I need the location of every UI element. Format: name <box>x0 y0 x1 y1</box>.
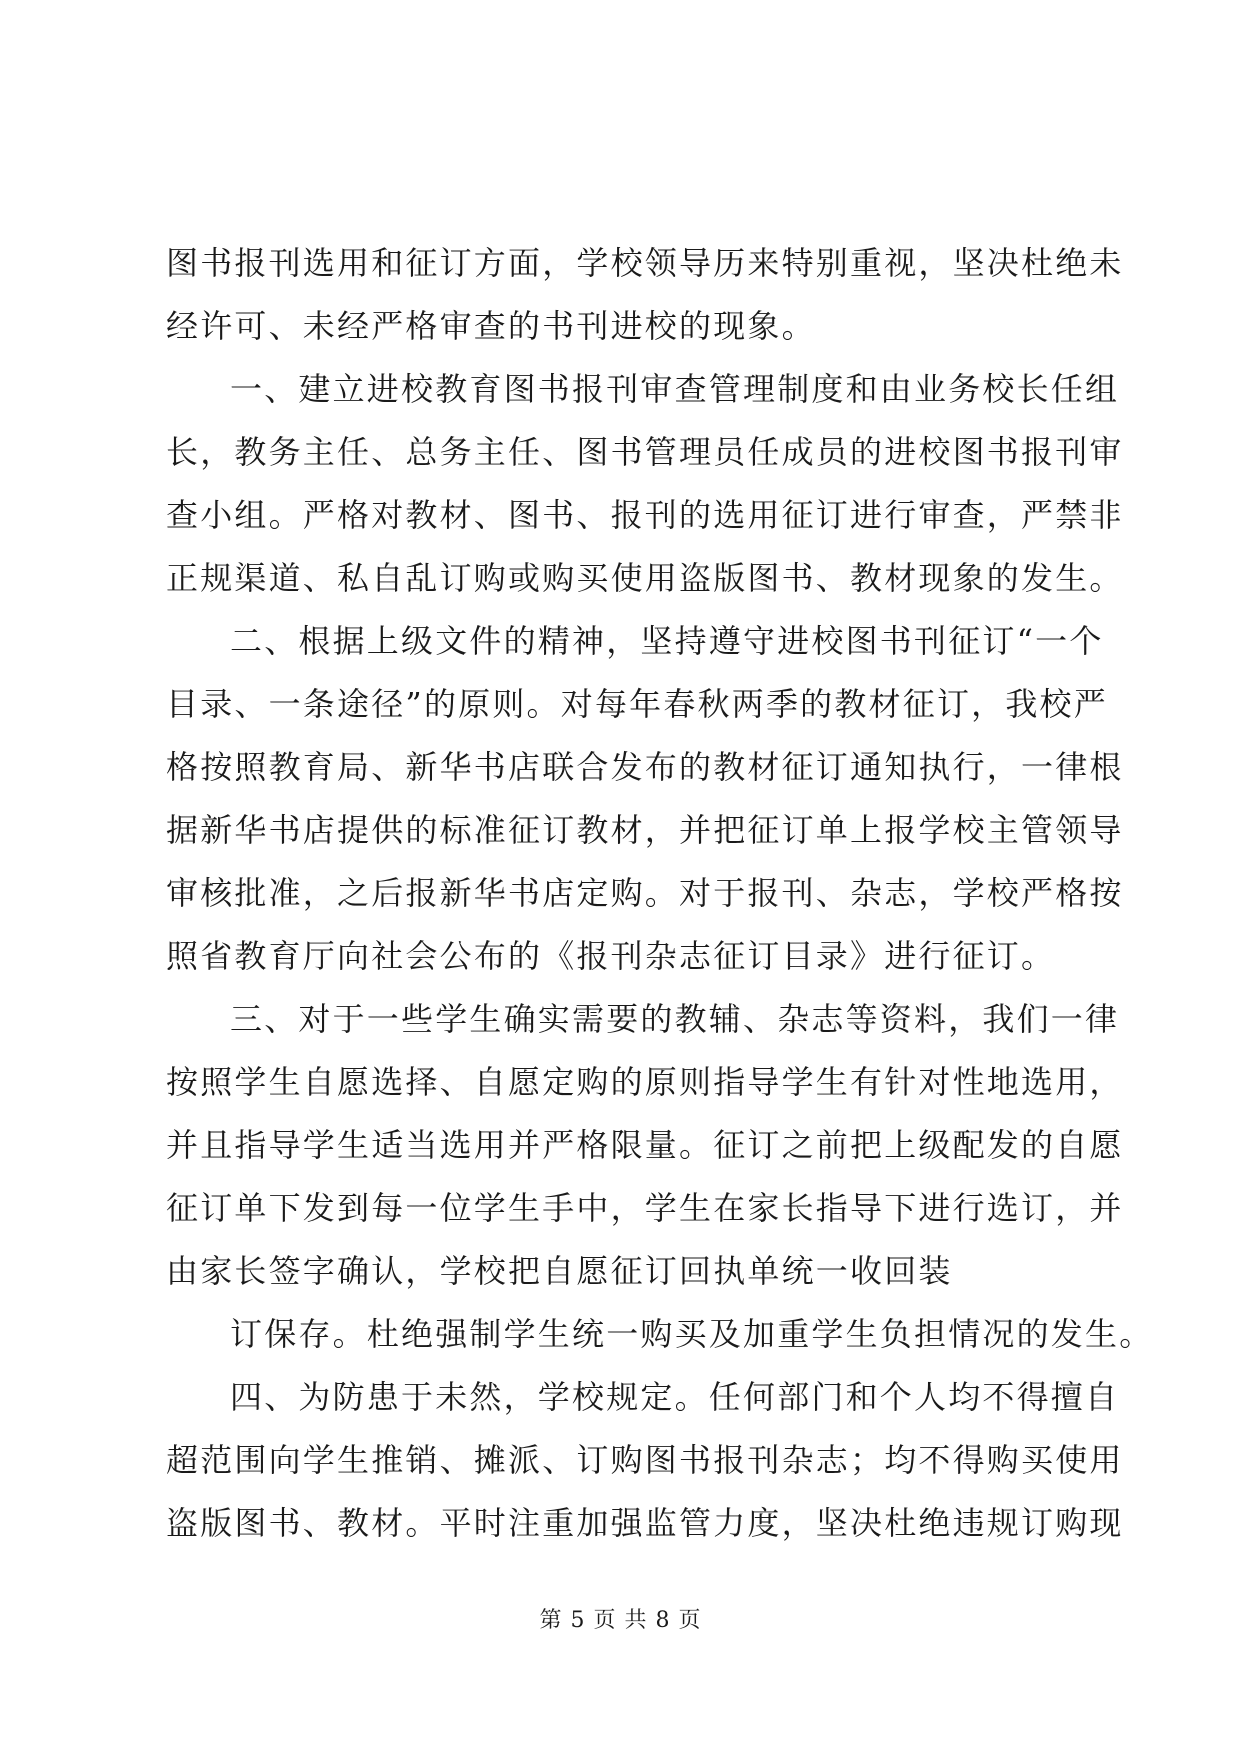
paragraph-1-start: 一、建立进校教育图书报刊审查管理制度和由业务校长任组 <box>230 370 1120 408</box>
text-line: 长，教务主任、总务主任、图书管理员任成员的进校图书报刊审 <box>166 433 1124 471</box>
text-line: 订保存。杜绝强制学生统一购买及加重学生负担情况的发生。 <box>230 1315 1154 1353</box>
paragraph-2-start: 二、根据上级文件的精神，坚持遵守进校图书刊征订“一个 <box>230 622 1104 660</box>
body-text <box>166 232 1154 1555</box>
text-line: 查小组。严格对教材、图书、报刊的选用征订进行审查，严禁非 <box>166 496 1124 534</box>
text-line: 按照学生自愿选择、自愿定购的原则指导学生有针对性地选用， <box>166 1063 1124 1101</box>
text-line: 照省教育厅向社会公布的《报刊杂志征订目录》进行征订。 <box>166 937 1056 975</box>
paragraph-4-start: 四、为防患于未然，学校规定。任何部门和个人均不得擅自 <box>230 1378 1120 1416</box>
text-line: 目录、一条途径”的原则。对每年春秋两季的教材征订，我校严 <box>166 685 1108 723</box>
text-line: 经许可、未经严格审查的书刊进校的现象。 <box>166 307 816 345</box>
text-line: 盗版图书、教材。平时注重加强监管力度，坚决杜绝违规订购现 <box>166 1504 1124 1542</box>
text-line: 正规渠道、私自乱订购或购买使用盗版图书、教材现象的发生。 <box>166 559 1124 597</box>
text-line: 并且指导学生适当选用并严格限量。征订之前把上级配发的自愿 <box>166 1126 1124 1164</box>
text-line: 由家长签字确认，学校把自愿征订回执单统一收回装 <box>166 1252 953 1290</box>
text-line: 图书报刊选用和征订方面，学校领导历来特别重视，坚决杜绝未 <box>166 244 1124 282</box>
text-line: 格按照教育局、新华书店联合发布的教材征订通知执行，一律根 <box>166 748 1124 786</box>
text-line: 审核批准，之后报新华书店定购。对于报刊、杂志，学校严格按 <box>166 874 1124 912</box>
page-number: 第 5 页 共 8 页 <box>539 1608 702 1633</box>
text-line: 征订单下发到每一位学生手中，学生在家长指导下进行选订，并 <box>166 1189 1124 1227</box>
text-line: 超范围向学生推销、摊派、订购图书报刊杂志；均不得购买使用 <box>166 1441 1124 1479</box>
text-line: 据新华书店提供的标准征订教材，并把征订单上报学校主管领导 <box>166 811 1124 849</box>
paragraph-3-start: 三、对于一些学生确实需要的教辅、杂志等资料，我们一律 <box>230 1000 1120 1038</box>
